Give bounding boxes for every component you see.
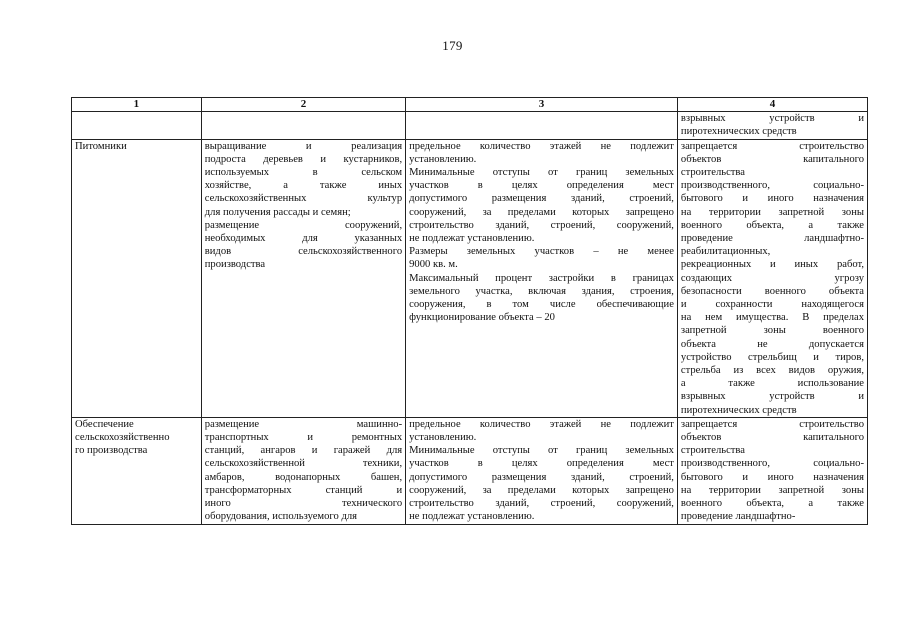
cell-line: земельного участка, включая здания, строения, <box>409 285 674 297</box>
cell-line: размещение сооружений, <box>204 219 403 231</box>
cell-line: безопасности военного объекта <box>680 285 864 297</box>
cell-line: участков в целях определения мест <box>409 458 674 470</box>
cell-line: Максимальный процент застройки в границах <box>409 272 674 284</box>
cell-line: 9000 кв. м. <box>409 259 458 271</box>
cell-line: сооружений, за пределами которых запрещено <box>409 484 674 496</box>
cell-line: установлению. <box>409 153 477 165</box>
cell-line: сооружения, в том числе обеспечивающие <box>409 299 674 311</box>
cell-line: видов сельскохозяйственного <box>204 246 403 258</box>
cell-line: станций, ангаров и гаражей для <box>204 445 403 457</box>
cell-permitted-use <box>201 417 405 524</box>
cell-line: создающих угрозу <box>680 272 864 284</box>
cell-parameters <box>406 139 678 417</box>
cell-line: объектов капитального <box>680 432 864 444</box>
cell-line: сооружений, за пределами которых запрещено <box>409 206 674 218</box>
cell-line: оборудования, используемого для <box>204 511 358 523</box>
cell-line: производства <box>204 259 266 271</box>
cell-line: а также использование <box>680 378 864 390</box>
cell-line: не подлежат установлению. <box>409 511 535 523</box>
cell-line: предельное количество этажей не подлежит <box>409 418 674 430</box>
cell-line: строительства <box>680 167 745 179</box>
header-col-3: 3 <box>406 98 678 112</box>
cell-line: и сохранности находящегося <box>680 299 864 311</box>
cell-line: бытового и иного назначения <box>680 471 864 483</box>
cell-line: Минимальные отступы от границ земельных <box>409 167 674 179</box>
cell-line: подроста деревьев и кустарников, <box>204 153 403 165</box>
cell-line: проведение ландшафтно- <box>680 233 864 245</box>
table-row-continuation <box>72 112 868 139</box>
cell-line: рекреационных и иных работ, <box>680 259 864 271</box>
cell-line: го производства <box>75 445 148 457</box>
cell-line: устройство стрельбищ и тиров, <box>680 351 864 363</box>
cell-line: необходимых для указанных <box>204 233 403 245</box>
cell-line: реабилитационных, <box>680 246 771 258</box>
cell-line: строительства <box>680 445 745 457</box>
cell-restrictions <box>677 417 867 524</box>
cell-line: сельскохозяйственно <box>75 432 170 444</box>
cell-line: транспортных и ремонтных <box>204 432 403 444</box>
header-col-4: 4 <box>677 98 867 112</box>
cell-line: используемых в сельском <box>204 167 403 179</box>
cell-line: строительство зданий, строений, сооружений, <box>409 498 674 510</box>
cell-line: военного объекта, а также <box>680 498 864 510</box>
cell-line: трансформаторных станций и <box>204 484 403 496</box>
page-number: 179 <box>442 38 463 53</box>
cell-parameters <box>406 417 678 524</box>
cell-line: допустимого размещения зданий, строений, <box>409 193 674 205</box>
cell-restrictions <box>677 139 867 417</box>
cell-restrictions <box>677 112 867 139</box>
cell-line: объектов капитального <box>680 153 864 165</box>
cell-line: предельное количество этажей не подлежит <box>409 140 674 152</box>
table-row <box>72 417 868 524</box>
cell-line: участков в целях определения мест <box>409 180 674 192</box>
cell-line: иного технического <box>204 498 403 510</box>
cell-line: для получения рассады и семян; <box>204 206 351 218</box>
cell-line: запрещается строительство <box>680 140 864 152</box>
cell-line: запрещается строительство <box>680 418 864 430</box>
cell-line: проведение ландшафтно- <box>680 511 796 523</box>
cell-line: взрывных устройств и <box>680 113 864 125</box>
cell-line: функционирование объекта – 20 <box>409 312 555 324</box>
cell-empty <box>72 112 202 139</box>
cell-line: сельскохозяйственных культур <box>204 193 403 205</box>
table-header-row <box>72 98 868 112</box>
cell-empty <box>406 112 678 139</box>
cell-line: взрывных устройств и <box>680 391 864 403</box>
cell-line: на нем имущества. В пределах <box>680 312 864 324</box>
cell-line: Обеспечение <box>75 418 134 430</box>
cell-line: выращивание и реализация <box>204 140 403 152</box>
cell-line: бытового и иного назначения <box>680 193 864 205</box>
cell-line: хозяйстве, а также иных <box>204 180 403 192</box>
cell-line: пиротехнических средств <box>680 126 797 138</box>
cell-line: амбаров, водонапорных башен, <box>204 471 403 483</box>
cell-line: Питомники <box>75 140 127 152</box>
cell-zone-name <box>72 417 202 524</box>
cell-line: на территории запретной зоны <box>680 206 864 218</box>
cell-line: Минимальные отступы от границ земельных <box>409 445 674 457</box>
table-row <box>72 139 868 417</box>
cell-zone-name <box>72 139 202 417</box>
cell-empty <box>201 112 405 139</box>
cell-line: не подлежат установлению. <box>409 233 535 245</box>
cell-line: производственного, социально- <box>680 458 864 470</box>
cell-line: запретной зоны военного <box>680 325 864 337</box>
cell-line: Размеры земельных участков – не менее <box>409 246 674 258</box>
cell-line: строительство зданий, строений, сооружений, <box>409 219 674 231</box>
cell-line: объекта не допускается <box>680 338 864 350</box>
cell-line: сельскохозяйственной техники, <box>204 458 403 470</box>
header-col-1: 1 <box>72 98 202 112</box>
header-col-2: 2 <box>201 98 405 112</box>
cell-line: установлению. <box>409 432 477 444</box>
cell-line: допустимого размещения зданий, строений, <box>409 471 674 483</box>
cell-permitted-use <box>201 139 405 417</box>
cell-line: на территории запретной зоны <box>680 484 864 496</box>
cell-line: военного объекта, а также <box>680 219 864 231</box>
cell-line: пиротехнических средств <box>680 404 797 416</box>
cell-line: размещение машинно- <box>204 418 403 430</box>
cell-line: производственного, социально- <box>680 180 864 192</box>
land-use-table <box>71 97 868 525</box>
cell-line: стрельба из всех видов оружия, <box>680 365 864 377</box>
